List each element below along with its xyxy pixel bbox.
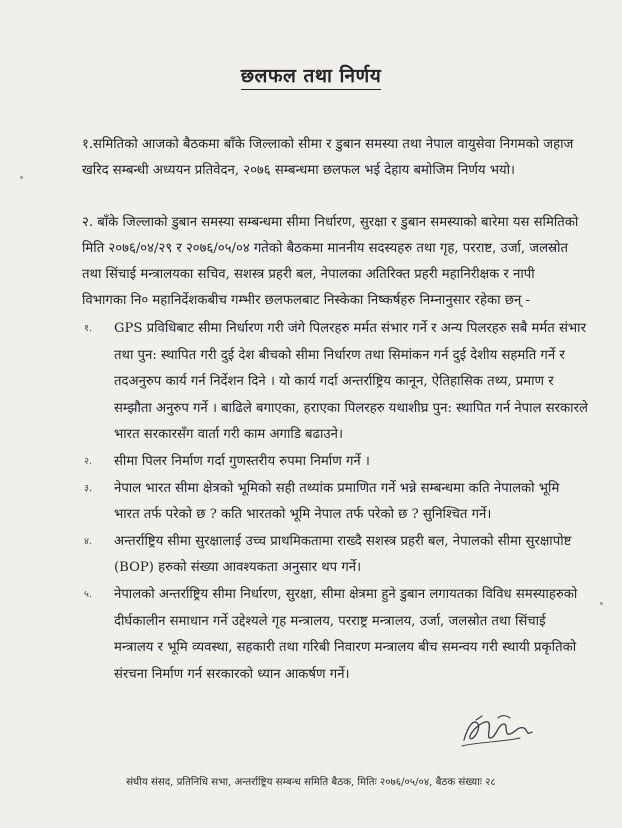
list-item-number: १. [84,323,92,334]
list-item [84,316,588,449]
list-item-text: अन्तर्राष्ट्रिय सीमा सुरक्षालाई उच्च प्राथमिकतामा राख्दै सशस्त्र प्रहरी बल, नेपालको सीमा सुरक्षापोष्ट (BOP) हरुको संख्या आवश्यकता अनुसार थप गर्ने। [114,533,572,576]
list-item [84,449,588,476]
list-item-text: GPS प्रविधिबाट सीमा निर्धारण गरी जंगे पिलरहरु मर्मत संभार गर्ने र अन्य पिलरहरु सबै मर्मत संभार तथा पुन: स्थापित गरी दुई देश बीचको सीमा निर्धारण तथा सिमांकन गर्न दुई देशीय सहमति गर्ने र तदअनुरुप कार्य गर्न निर्देशन दिने । यो कार्य गर्दा अन्तर्राष्ट्रिय कानून, ऐतिहासिक तथ्य, प्रमाण र सम्झौता अनुरुप गर्ने । बाढिले बगाएका, हराएका पिलरहरु यथाशीघ्र पुन: स्थापित गर्न नेपाल सरकारले भारत सरकारसँग वार्ता गरी काम अगाडि बढाउने। [114,321,588,443]
paper-spot [600,602,603,605]
list-item [84,529,588,582]
list-item-number: ३. [84,482,92,494]
list-item [84,476,588,529]
paragraph-decision-intro: १.समितिको आजको बैठकमा बाँके जिल्लाको सीमा र डुबान समस्या तथा नेपाल वायुसेवा निगमको जहाज खरिद सम्बन्धी अध्ययन प्रतिवेदन, २०७६ सम्बन्धमा छलफल भई देहाय बमोजिम निर्णय भयो। [82,137,574,178]
list-item-number: ५. [84,588,92,600]
document-footer: संघीय संसद, प्रतिनिधि सभा, अन्तर्राष्ट्रिय सम्बन्ध समिति बैठक, मितिः २०७६/०५/०४, बैठक संख्याः २८ [126,777,496,788]
list-item [84,582,588,688]
conclusions-list [84,316,588,688]
list-item-number: ४. [84,535,92,547]
paragraph-discussion-summary: २. बाँके जिल्लाको डुबान समस्या सम्बन्धमा सीमा निर्धारण, सुरक्षा र डुबान समस्याको बारेमा यस समितिको मिति २०७६/०४/२९ र २०७६/०५/०४ गतेको बैठकमा माननीय सदस्यहरु तथा गृह, परराष्ट, उर्जा, जलस्रोत तथा सिंचाई मन्त्रालयका सचिव, सशस्त्र प्रहरी बल, नेपालका अतिरिक्त प्रहरी महानिरीक्षक र नापी विभागका नि० महानिर्देशकबीच गम्भीर छलफलबाट निस्केका निष्कर्षहरु निम्नानुसार रहेका छन् - [82,215,579,308]
paper-spot [20,176,23,179]
handwritten-signature [458,708,538,752]
list-item-text: नेपालको अन्तर्राष्ट्रिय सीमा निर्धारण, सुरक्षा, सीमा क्षेत्रमा हुने डुबान लगायतका विविध समस्याहरुको दीर्घकालीन समाधान गर्ने उद्देश्यले गृह मन्त्रालय, परराष्ट्र मन्त्रालय, उर्जा, जलस्रोत तथा सिंचाई मन्त्रालय र भूमि व्यवस्था, सहकारी तथा गरिबी निवारण मन्त्रालय बीच समन्वय गरी स्थायी प्रकृतिको संरचना निर्माण गर्न सरकारको ध्यान आकर्षण गर्ने। [114,586,578,682]
list-item-number: २. [84,455,92,467]
page-title: छलफल तथा निर्णय [0,62,622,88]
list-item-text: नेपाल भारत सीमा क्षेत्रको भूमिको सही तथ्यांक प्रमाणित गर्ने भन्ने सम्बन्धमा कति नेपालको भूमि भारत तर्फ परेको छ ? कति भारतको भूमि नेपाल तर्फ परेको छ ? सुनिश्चित गर्ने। [114,480,560,523]
list-item-text: सीमा पिलर निर्माण गर्दा गुणस्तरीय रुपमा निर्माण गर्ने । [114,453,370,469]
